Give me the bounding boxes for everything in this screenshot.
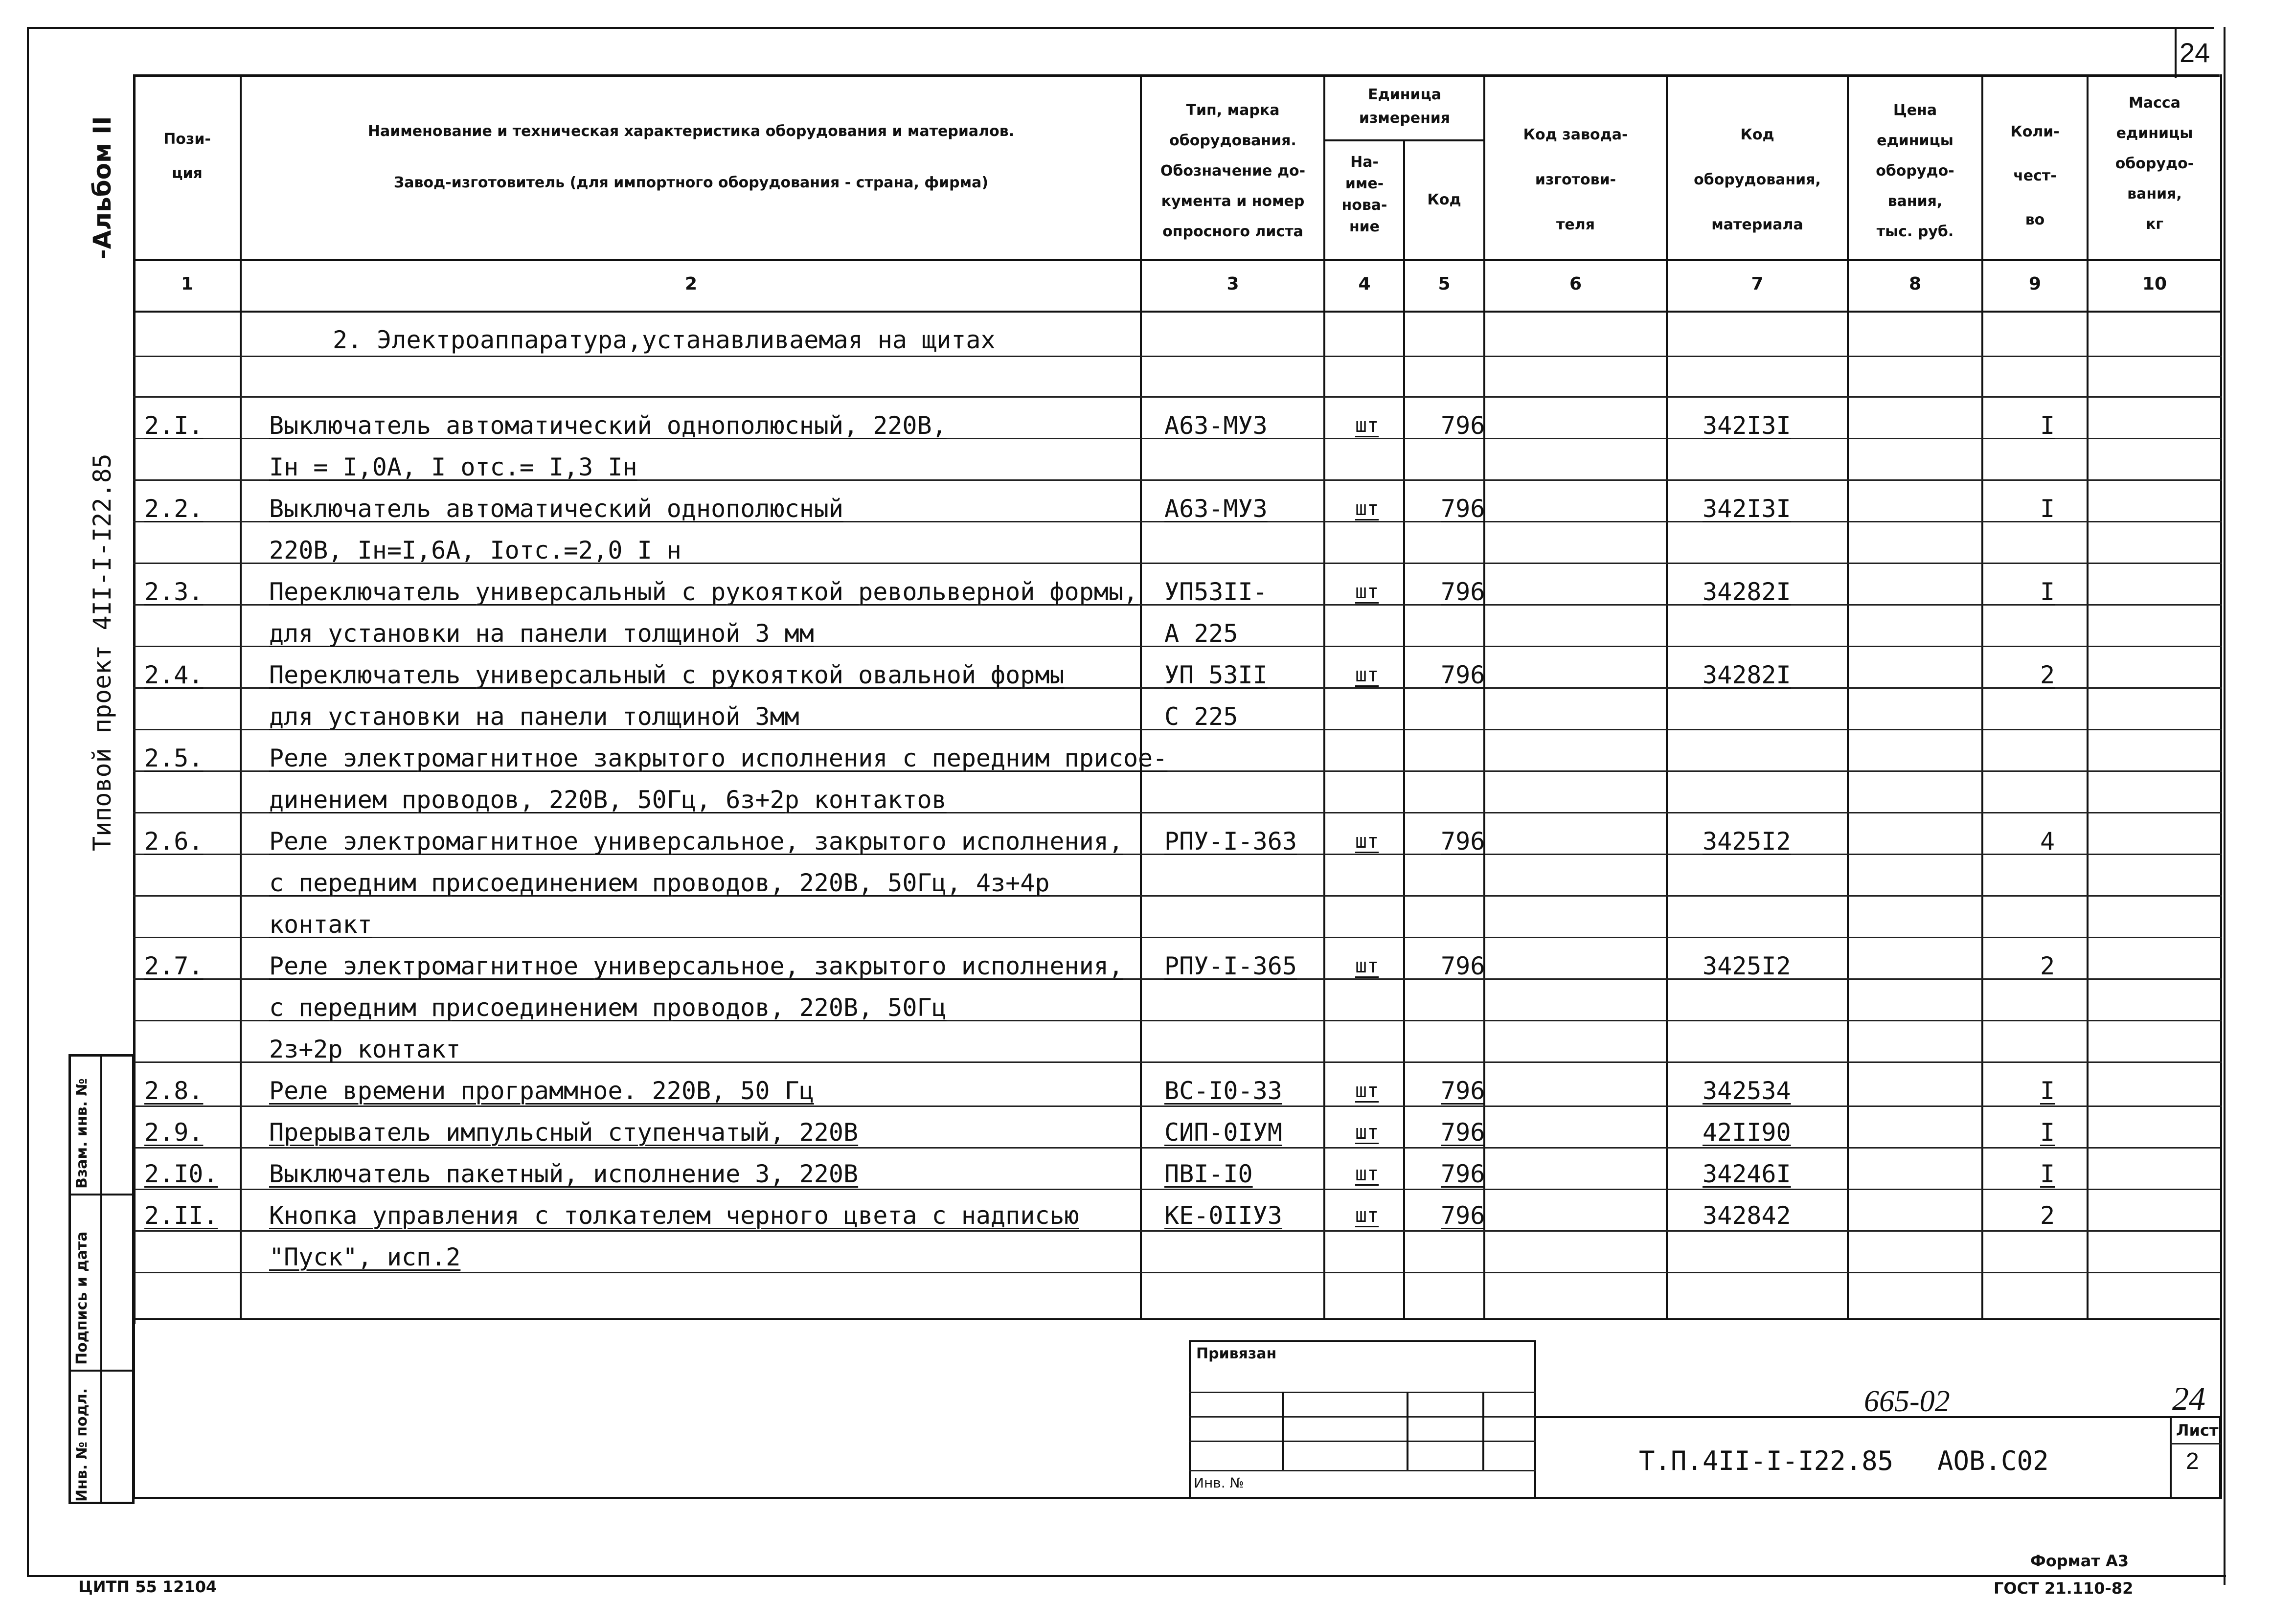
row-equipment-code: 42II90 <box>1703 1118 1791 1147</box>
bound-stamp-divider <box>1407 1392 1408 1470</box>
row-unit-code: 796 <box>1441 411 1485 440</box>
col-divider-9 <box>2087 74 2089 1319</box>
row-line <box>133 396 2222 398</box>
bound-stamp-divider <box>1282 1392 1284 1470</box>
colnum-10: 10 <box>2142 274 2167 294</box>
row-position: 2.I0. <box>144 1160 218 1188</box>
row-unit-code: 796 <box>1441 495 1485 523</box>
header-col9: Коли- чест- во <box>2010 123 2060 228</box>
row-description-line: Выключатель автоматический однополюсный, 220В, <box>269 411 947 440</box>
row-type: А63-МУ3 <box>1164 411 1268 440</box>
header-col1: Пози- ция <box>163 131 211 182</box>
header-col2-line2: Завод-изготовитель (для импортного оборудования - страна, фирма) <box>393 174 989 191</box>
outer-top-border <box>27 27 2214 29</box>
row-type: ВС-I0-33 <box>1164 1077 1282 1105</box>
row-unit: шт <box>1355 955 1379 977</box>
stamp-label-signature-date: Подпись и дата <box>73 1231 91 1365</box>
album-label: -Альбом II <box>88 116 116 259</box>
unit-group-divider <box>1323 139 1483 141</box>
page-number-box <box>2175 27 2177 78</box>
title-block-left <box>133 1318 135 1499</box>
row-equipment-code: 34282I <box>1703 661 1791 689</box>
stamp-label-original-inv: Инв. № подл. <box>73 1388 91 1502</box>
outer-right-border <box>2224 27 2226 1585</box>
col-divider-1 <box>240 74 242 1319</box>
footer-format: Формат А3 <box>2030 1552 2129 1570</box>
row-description-line: "Пуск", исп.2 <box>269 1243 461 1271</box>
document-mark: АОВ.С02 <box>1937 1445 2049 1476</box>
row-equipment-code: 34282I <box>1703 578 1791 606</box>
row-unit-code: 796 <box>1441 1201 1485 1230</box>
left-stamp-line <box>68 1194 135 1195</box>
row-description-line: Прерыватель импульсный ступенчатый, 220В <box>269 1118 859 1147</box>
row-type: А63-МУ3 <box>1164 495 1268 523</box>
row-position: 2.4. <box>144 661 204 689</box>
row-equipment-code: 342I3I <box>1703 411 1791 440</box>
row-line <box>133 1272 2222 1273</box>
row-unit: шт <box>1355 830 1379 853</box>
section-title: 2. Электроаппаратура,устанавливаемая на щитах <box>333 326 996 354</box>
row-type: РПУ-I-365 <box>1164 952 1297 980</box>
row-quantity: I <box>2040 1160 2055 1188</box>
row-description-line: Реле электромагнитное универсальное, закрытого исполнения, <box>269 952 1123 980</box>
row-description-line: Выключатель пакетный, исполнение 3, 220В <box>269 1160 859 1188</box>
row-equipment-code: 342534 <box>1703 1077 1791 1105</box>
header-col2-line1: Наименование и техническая характеристика оборудования и материалов. <box>367 123 1015 140</box>
header-col10: Масса единицы оборудо- вания, кг <box>2115 94 2194 233</box>
sheet-box-line <box>2170 1443 2221 1444</box>
row-position: 2.2. <box>144 495 204 523</box>
row-type: А 225 <box>1164 619 1238 648</box>
header-divider <box>133 259 2222 261</box>
colnum-1: 1 <box>181 274 194 294</box>
header-col4: На- име- нова- ние <box>1341 154 1387 235</box>
row-unit: шт <box>1355 581 1379 603</box>
row-position: 2.3. <box>144 578 204 606</box>
stamp-label-replaced-inv: Взам. инв. № <box>73 1078 91 1189</box>
row-position: 2.I. <box>144 411 204 440</box>
row-equipment-code: 34246I <box>1703 1160 1791 1188</box>
colnum-8: 8 <box>1908 274 1922 294</box>
row-unit-code: 796 <box>1441 1160 1485 1188</box>
row-quantity: 4 <box>2040 827 2055 856</box>
row-description-line: Реле времени программное. 220В, 50 Гц <box>269 1077 814 1105</box>
col-divider-8 <box>1981 74 1983 1319</box>
row-position: 2.8. <box>144 1077 204 1105</box>
row-equipment-code: 3425I2 <box>1703 952 1791 980</box>
row-description-line: Переключатель универсальный с рукояткой овальной формы <box>269 661 1065 689</box>
row-description-line: Выключатель автоматический однополюсный <box>269 495 843 523</box>
row-line <box>133 356 2222 357</box>
header-col3: Тип, марка оборудования. Обозначение до- кумента и номер опросного листа <box>1160 102 1306 240</box>
row-line <box>133 1230 2222 1232</box>
row-description-line: Переключатель универсальный с рукояткой револьверной формы, <box>269 578 1138 606</box>
row-position: 2.II. <box>144 1201 218 1230</box>
col-divider-7 <box>1847 74 1849 1319</box>
col-divider-2 <box>1140 74 1142 1319</box>
row-type: СИП-0IУМ <box>1164 1118 1282 1147</box>
row-description-line: с передним присоединением проводов, 220В, 50Гц, 4з+4р <box>269 869 1050 897</box>
row-quantity: 2 <box>2040 1201 2055 1230</box>
row-equipment-code: 342I3I <box>1703 495 1791 523</box>
row-equipment-code: 3425I2 <box>1703 827 1791 856</box>
row-position: 2.9. <box>144 1118 204 1147</box>
colnum-3: 3 <box>1226 274 1239 294</box>
row-line <box>133 1189 2222 1190</box>
row-type: С 225 <box>1164 702 1238 731</box>
row-unit: шт <box>1355 1080 1379 1102</box>
sheet-handwritten: 24 <box>2172 1380 2205 1417</box>
row-unit-code: 796 <box>1441 952 1485 980</box>
row-type: УП53II- <box>1164 578 1268 606</box>
colnum-7: 7 <box>1751 274 1764 294</box>
left-stamp-divider <box>100 1054 102 1504</box>
row-description-line: динением проводов, 220В, 50Гц, 6з+2р контактов <box>269 786 947 814</box>
row-description-line: 220В, Iн=I,6А, Iотс.=2,0 I н <box>269 536 681 564</box>
row-unit-code: 796 <box>1441 1118 1485 1147</box>
row-unit-code: 796 <box>1441 661 1485 689</box>
row-unit: шт <box>1355 664 1379 686</box>
row-quantity: I <box>2040 1077 2055 1105</box>
header-col6: Код завода- изготови- теля <box>1523 126 1628 233</box>
row-type: РПУ-I-363 <box>1164 827 1297 856</box>
footer-gost: ГОСТ 21.110-82 <box>1994 1579 2134 1598</box>
row-unit: шт <box>1355 497 1379 520</box>
row-unit: шт <box>1355 414 1379 437</box>
header-col8: Цена единицы оборудо- вания, тыс. руб. <box>1876 102 1954 240</box>
bound-stamp-line <box>1189 1470 1536 1471</box>
colnum-2: 2 <box>684 274 698 294</box>
bound-stamp-divider <box>1482 1392 1484 1470</box>
col-divider-3 <box>1323 74 1325 1319</box>
row-position: 2.5. <box>144 744 204 772</box>
row-equipment-code: 342842 <box>1703 1201 1791 1230</box>
row-unit-code: 796 <box>1441 578 1485 606</box>
header-col5: Код <box>1427 191 1461 208</box>
row-description-line: контакт <box>269 910 372 939</box>
row-description-line: Iн = I,0A, I отс.= I,3 Iн <box>269 453 637 481</box>
title-block-bottom <box>133 1497 2220 1499</box>
left-stamp-line <box>68 1370 135 1372</box>
project-label: Типовой проект 4II-I-I22.85 <box>88 453 116 851</box>
row-line <box>133 937 2222 938</box>
outer-left-border <box>27 27 29 1575</box>
document-code: Т.П.4II-I-I22.85 <box>1639 1445 1894 1476</box>
sheet-label: Лист <box>2176 1421 2219 1440</box>
row-description-line: 2з+2р контакт <box>269 1035 461 1063</box>
row-quantity: I <box>2040 578 2055 606</box>
page-number: 24 <box>2180 37 2210 68</box>
project-number-handwritten: 665-02 <box>1864 1385 1950 1418</box>
row-line <box>133 1105 2222 1107</box>
header-col45-group: Единица измерения <box>1359 86 1451 127</box>
row-unit: шт <box>1355 1204 1379 1227</box>
row-quantity: 2 <box>2040 661 2055 689</box>
row-description-line: Реле электромагнитное универсальное, закрытого исполнения, <box>269 827 1123 856</box>
row-quantity: I <box>2040 1118 2055 1147</box>
header-col7: Код оборудования, материала <box>1694 126 1821 233</box>
row-description-line: для установки на панели толщиной 3 мм <box>269 619 814 648</box>
row-unit: шт <box>1355 1121 1379 1144</box>
row-quantity: 2 <box>2040 952 2055 980</box>
row-description-line: Реле электромагнитное закрытого исполнения с передним присое- <box>269 744 1168 772</box>
row-quantity: I <box>2040 495 2055 523</box>
row-quantity: I <box>2040 411 2055 440</box>
row-line <box>133 1147 2222 1149</box>
row-unit-code: 796 <box>1441 1077 1485 1105</box>
colnum-9: 9 <box>2028 274 2042 294</box>
row-description-line: для установки на панели толщиной 3мм <box>269 702 799 731</box>
row-unit-code: 796 <box>1441 827 1485 856</box>
outer-bottom-border <box>27 1575 2226 1577</box>
row-description-line: Кнопка управления с толкателем черного цвета с надписью <box>269 1201 1079 1230</box>
colnum-6: 6 <box>1569 274 1582 294</box>
row-unit: шт <box>1355 1163 1379 1185</box>
row-position: 2.7. <box>144 952 204 980</box>
row-type: ПВI-I0 <box>1164 1160 1253 1188</box>
inv-label: Инв. № <box>1194 1475 1244 1491</box>
bound-label: Привязан <box>1196 1345 1277 1362</box>
footer-left: ЦИТП 55 12104 <box>78 1578 217 1596</box>
numbers-divider <box>133 311 2222 313</box>
colnum-5: 5 <box>1438 274 1451 294</box>
row-type: УП 53II <box>1164 661 1268 689</box>
col-divider-10 <box>2220 74 2222 1319</box>
table-bottom <box>133 1318 2220 1320</box>
col-divider-6 <box>1666 74 1668 1319</box>
row-type: КЕ-0IIУ3 <box>1164 1201 1282 1230</box>
row-position: 2.6. <box>144 827 204 856</box>
sheet-number: 2 <box>2186 1448 2199 1474</box>
colnum-4: 4 <box>1358 274 1371 294</box>
row-description-line: с передним присоединением проводов, 220В, 50Гц <box>269 993 947 1022</box>
